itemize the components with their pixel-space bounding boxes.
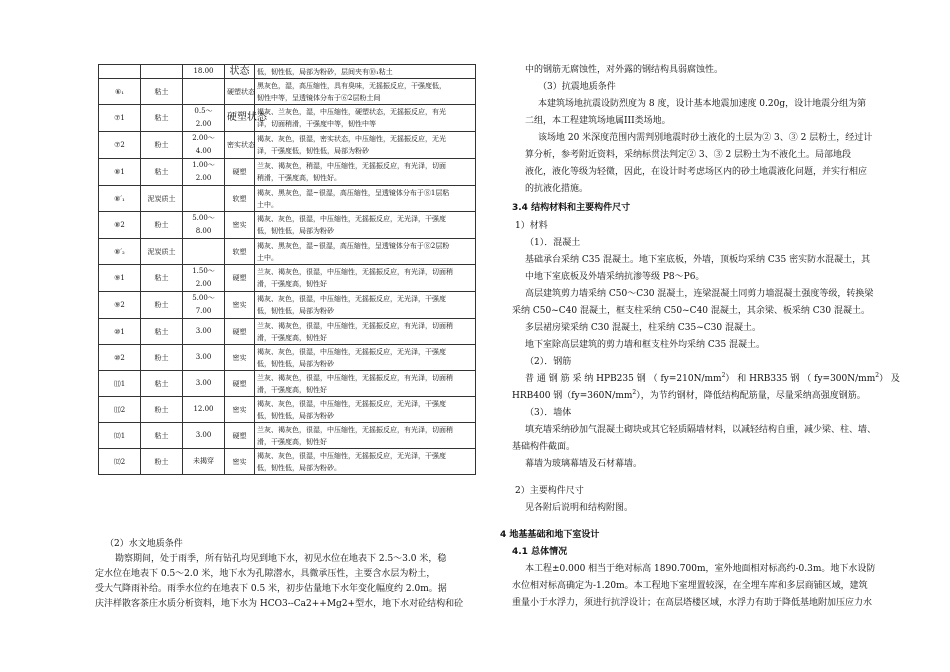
soil-name-cell: 粘土 (141, 159, 183, 186)
thickness-line: 2.00 (195, 174, 212, 182)
table-row (99, 239, 476, 265)
description-line: 黑灰色，湿，高压缩性，具有臭味，无摇振反应，干强度低， (257, 81, 446, 90)
hydrology-line: 受大气降雨补给。雨季水位约在地表下 0.5 米，初步估量地下水年变化幅度约 2.0m。据 (95, 584, 447, 594)
description-line: 韧性中等，呈透镜体分布于⑥2层粉土间 (257, 93, 381, 102)
paragraph-line: 多层裙房梁采纳 C30 混凝土，柱采纳 C35~C30 混凝土。 (525, 323, 762, 333)
thickness-line: 7.00 (195, 307, 212, 315)
thickness-line: 1.00～ (192, 161, 215, 169)
paragraph-line: 地下室除高层建筑的剪力墙和框支柱外均采纳 C35 混凝土。 (525, 340, 766, 350)
thickness-line: 1.50～ (192, 267, 215, 275)
soil-layer-table (98, 64, 476, 475)
soil-name-cell: 粘土 (141, 265, 183, 292)
layer-number-cell: ⑧1 (99, 159, 141, 186)
table-row (99, 371, 476, 397)
thickness-line: 5.00～ (192, 294, 215, 302)
description-line: 兰灰、褐灰色，很湿，中压缩性，无摇振反应，有光泽，切面稍 (257, 268, 453, 276)
description-line: 褐灰、黑灰色，湿~很湿，高压缩性，呈透镜体分布于⑧1层粘 (257, 188, 450, 197)
section-heading-3-4: 3.4 结构材料和主要构件尺寸 (512, 203, 631, 213)
soil-state-cell: 密实 (225, 397, 255, 423)
table-row (99, 159, 476, 186)
description-line: 稍滑，干强度高，韧性好。 (257, 174, 341, 182)
soil-name-cell: 粉土 (141, 397, 183, 423)
soil-state-cell: 硬塑 (225, 265, 255, 292)
layer-thickness-cell (183, 423, 225, 449)
layer-number-cell: ⑧2 (99, 212, 141, 239)
paragraph-line: 算分析，参考附近资料，采纳标贯法判定② 3、③ 2 层粉土为不液化土。局部地段 (525, 150, 852, 160)
soil-state-cell: 硬塑 (225, 423, 255, 449)
layer-thickness-cell (183, 345, 225, 371)
section-heading-4-1: 4.1 总体情况 (512, 547, 568, 557)
soil-name-cell: 泥炭质土 (141, 186, 183, 212)
seismic-heading: （3）抗震地质条件 (538, 82, 616, 92)
description-line: 滑，干强度高，韧性好 (257, 437, 327, 446)
description-line: 褐灰、灰色，很湿，中压缩性，无摇振反应，无光泽，干强度 (257, 347, 446, 356)
layer-thickness-cell (183, 371, 225, 397)
thickness-line: 2.00～ (192, 134, 215, 142)
paragraph-line: 见各附后说明和结构附图。 (525, 503, 634, 513)
description-line: 兰灰、褐灰色，很湿，中压缩性，无摇振反应，有光泽，切面稍 (257, 373, 453, 382)
thickness-line: 未揭穿 (193, 457, 214, 465)
layer-number-cell: ⑾1 (99, 371, 141, 397)
soil-name-cell: 粉土 (141, 449, 183, 475)
thickness-line: 3.00 (195, 353, 212, 361)
paragraph-line: 液化，液化等级为轻微，因此，在设计时考虑场区内的砂土地震液化问题，并实行相应 (525, 167, 868, 177)
layer-number-cell (99, 65, 141, 79)
layer-thickness-cell (183, 319, 225, 345)
paragraph-line: 普 通 钢 筋 采 纳 HPB235 钢 （ $fy=210N/mm^2$） 和 HRB335 钢 （ $fy=300N/mm^2$） 及 (525, 372, 900, 384)
description-line: 褐灰、灰色，很湿，中压缩性，无摇振反应，无光泽，干强度 (257, 295, 446, 303)
paragraph-line: 本工程±0.000 相当于绝对标高 1890.700m，室外地面相对标高约-0.3m。地下水设防 (525, 564, 876, 574)
rebar-heading: （2）．钢筋 (525, 357, 572, 367)
thickness-line: 0.5～ (194, 107, 213, 115)
soil-name-cell: 粘土 (141, 79, 183, 105)
description-line: 低，韧性低，局部为粉砂 (257, 359, 334, 368)
table-row (99, 212, 476, 239)
thickness-line: 2.00 (195, 280, 212, 288)
table-row (99, 132, 476, 159)
soil-name-cell: 粉土 (141, 292, 183, 319)
table-row (99, 265, 476, 292)
table-row (99, 105, 476, 132)
description-cell (255, 79, 476, 105)
description-line: 低，韧性低，局部为粉砂 (257, 307, 334, 315)
description-line: 滑，干强度高，韧性好 (257, 280, 327, 288)
layer-number-cell: ⑦2 (99, 132, 141, 159)
table-row (99, 397, 476, 423)
layer-number-cell: ⑾2 (99, 397, 141, 423)
soil-state-cell: 软塑 (225, 186, 255, 212)
table-row (99, 319, 476, 345)
soil-state-cell: 密实 (225, 449, 255, 475)
description-line: 泽，切面稍滑，干强度中等，韧性中等 (257, 120, 376, 128)
layer-number-cell: ⑦1 (99, 105, 141, 132)
description-line: 褐灰、黑灰色，湿~很湿，高压缩性，呈透镜体分布于⑧2层粉 (257, 241, 450, 250)
soil-name-cell: 粘土 (141, 371, 183, 397)
paragraph-line: 基础承台采纳 C35 混凝土。地下室底板，外墙，顶板均采纳 C35 密实防水混凝土，其 (525, 255, 871, 265)
thickness-line: 3.00 (195, 379, 212, 387)
description-line: 褐灰、灰色，很湿，中压缩性，无摇振反应，无光泽，干强度 (257, 399, 446, 408)
member-size-heading: 2）主要构件尺寸 (515, 486, 584, 496)
layer-thickness-cell (183, 239, 225, 265)
description-line: 褐灰、灰色，很湿，中压缩性，无摇振反应，无光泽，干强度 (257, 451, 446, 460)
section-heading-4: 4 地基基础和地下室设计 (500, 530, 600, 540)
description-cell (255, 423, 476, 449)
paragraph-line: 二组，本工程建筑场地属III类场地。 (525, 116, 671, 126)
description-line: 低，韧性低，局部为粉砂 (257, 411, 334, 420)
soil-name-cell: 粘土 (141, 423, 183, 449)
description-cell (255, 186, 476, 212)
soil-state-cell: 密实 (225, 345, 255, 371)
description-cell (255, 65, 476, 79)
thickness-line: 12.00 (193, 405, 214, 413)
soil-state-cell: 软塑 (225, 239, 255, 265)
layer-number-cell: ⑨2 (99, 292, 141, 319)
paragraph-line: 水位相对标高确定为-1.20m。本工程地下室埋置较深，在全埋车库和多层商铺区域，建筑 (512, 581, 868, 591)
description-line: 滑，干强度高，韧性好 (257, 333, 327, 342)
description-cell (255, 345, 476, 371)
soil-state-cell: 密实状态 (225, 132, 255, 159)
description-line: 低，韧性低，局部为粉砂。 (257, 463, 341, 472)
description-cell (255, 212, 476, 239)
soil-name-cell: 泥炭质土 (141, 239, 183, 265)
paragraph-line: 本建筑场地抗震设防烈度为 8 度，设计基本地震加速度 0.20g，设计地震分组为第 (538, 99, 867, 109)
description-line: 低，韧性低，局部为粉砂 (257, 227, 334, 235)
soil-state-cell: 状态 (225, 65, 255, 79)
paragraph-line: 幕墙为玻璃幕墙及石材幕墙。 (525, 459, 643, 469)
layer-thickness-cell (183, 105, 225, 132)
thickness-line: 18.00 (193, 67, 214, 75)
layer-thickness-cell (183, 449, 225, 475)
layer-thickness-cell (183, 159, 225, 186)
table-row (99, 79, 476, 105)
table-row (99, 423, 476, 449)
description-cell (255, 319, 476, 345)
description-line: 褐灰、灰色，很湿，中压缩性，无摇振反应，无光泽，干强度 (257, 215, 446, 223)
thickness-line: 4.00 (195, 147, 212, 155)
description-cell (255, 371, 476, 397)
description-line: 滑，干强度高，韧性好 (257, 385, 327, 394)
table-row (99, 65, 476, 79)
layer-number-cell: ⑨1 (99, 265, 141, 292)
paragraph-line: 填充墙采纳砂加气混凝土砌块或其它轻质隔墙材料，以减轻结构自重，减少梁、柱、墙、 (525, 425, 877, 435)
hydrology-section (95, 537, 475, 612)
description-line: 泽，干强度低，韧性低，局部为粉砂 (257, 147, 369, 155)
description-cell (255, 397, 476, 423)
description-cell (255, 265, 476, 292)
layer-number-cell: ⑿1 (99, 423, 141, 449)
soil-name-cell (141, 65, 183, 79)
description-line: 低，韧性低，局部为粉砂，层间夹有⑩₁粘土 (257, 67, 393, 76)
hydrology-line: 庆沣样散客茶庄水质分析资料，地下水为 HCO3--Ca2++Mg2+型水，地下水对砼结构和砼 (95, 599, 464, 609)
soil-state-cell: 硬塑 (225, 371, 255, 397)
layer-thickness-cell (183, 65, 225, 79)
description-cell (255, 132, 476, 159)
soil-state-cell: 硬塑 (225, 319, 255, 345)
paragraph-line: HRB400 钢$(fy=360N/mm^2)$，为节约钢材，降低结构配筋量，尽量采纳高强度钢筋。 (512, 389, 866, 401)
soil-state-cell: 密实 (225, 212, 255, 239)
hydrology-heading: （2）水文地质条件 (105, 539, 183, 549)
soil-name-cell: 粉土 (141, 345, 183, 371)
description-cell (255, 239, 476, 265)
soil-state-cell: 硬塑状态 (225, 105, 255, 132)
layer-number-cell: ⑥₁ (99, 79, 141, 105)
layer-thickness-cell (183, 132, 225, 159)
hydrology-line: 勘察期间，处于雨季，所有钻孔均见到地下水，初见水位在地表下 2.5～3.0 米，稳 (115, 554, 447, 564)
description-cell (255, 159, 476, 186)
table-row (99, 449, 476, 475)
thickness-line: 8.00 (195, 227, 212, 235)
layer-number-cell: ⑩2 (99, 345, 141, 371)
table-row (99, 186, 476, 212)
layer-thickness-cell (183, 212, 225, 239)
paragraph-line: 该场地 20 米深度范围内需判别地震时砂土液化的土层为② 3、③ 2 层粉土，经过计 (538, 133, 873, 143)
layer-thickness-cell (183, 186, 225, 212)
description-line: 兰灰、褐灰色，很湿，中压缩性，无摇振反应，有光泽，切面稍 (257, 321, 453, 330)
description-cell (255, 292, 476, 319)
soil-state-cell: 硬塑状态 (225, 79, 255, 105)
description-cell (255, 105, 476, 132)
paragraph-line: 的抗液化措施。 (525, 184, 589, 194)
materials-heading: 1）材料 (515, 221, 548, 231)
soil-state-cell: 硬塑 (225, 159, 255, 186)
layer-number-cell: ⑩1 (99, 319, 141, 345)
soil-name-cell: 粘土 (141, 105, 183, 132)
description-cell (255, 449, 476, 475)
soil-name-cell: 粘土 (141, 319, 183, 345)
thickness-line: 3.00 (195, 327, 212, 335)
layer-thickness-cell (183, 79, 225, 105)
description-line: 褐灰、灰色，很湿，密实状态，中压缩性，无摇振反应，无光 (257, 135, 446, 143)
paragraph-line: 采纳 C50~C40 混凝土，框支柱采纳 C50~C40 混凝土，其余梁、板采纳 C30 混凝土。 (512, 306, 870, 316)
description-line: 土中。 (257, 253, 278, 262)
thickness-line: 2.00 (195, 120, 212, 128)
table-row (99, 345, 476, 371)
layer-thickness-cell (183, 397, 225, 423)
layer-number-cell: ⑧′₂ (99, 239, 141, 265)
paragraph-line: 中的钢筋无腐蚀性，对外露的钢结构具弱腐蚀性。 (525, 65, 724, 75)
description-line: 兰灰、褐灰色，稍湿，中压缩性，无摇振反应，有光泽，切面 (257, 162, 446, 170)
layer-number-cell: ⑧′₁ (99, 186, 141, 212)
paragraph-line: 重量小于水浮力，须进行抗浮设计；在高层塔楼区域，水浮力有助于降低基地附加压应力水 (512, 598, 873, 608)
paragraph-line: 高层建筑剪力墙采纳 C50～C30 混凝土，连梁混凝土同剪力墙混凝土强度等级，转换梁 (525, 289, 874, 299)
hydrology-line: 定水位在地表下 0.5～2.0 米，地下水为孔隙潜水，具微承压性，主要含水层为粉土， (95, 569, 436, 579)
wall-heading: （3）．墙体 (525, 408, 572, 418)
description-line: 土中。 (257, 200, 278, 209)
paragraph-line: 基础构件截面。 (512, 442, 576, 452)
description-line: 褐灰、兰灰色，湿，中压缩性，硬塑状态，无摇振反应，有光 (257, 108, 446, 116)
thickness-line: 3.00 (195, 431, 212, 439)
thickness-line: 5.00～ (192, 214, 215, 222)
layer-number-cell: ⑿2 (99, 449, 141, 475)
paragraph-line: 中地下室底板及外墙采纳抗渗等级 P8～P6。 (525, 272, 705, 282)
description-line: 兰灰、褐灰色，很湿，中压缩性，无摇振反应，有光泽，切面稍 (257, 425, 453, 434)
soil-state-cell: 密实 (225, 292, 255, 319)
table-row (99, 292, 476, 319)
soil-name-cell: 粉土 (141, 132, 183, 159)
layer-thickness-cell (183, 292, 225, 319)
layer-thickness-cell (183, 265, 225, 292)
concrete-heading: （1）．混凝土 (525, 238, 581, 248)
soil-name-cell: 粉土 (141, 212, 183, 239)
